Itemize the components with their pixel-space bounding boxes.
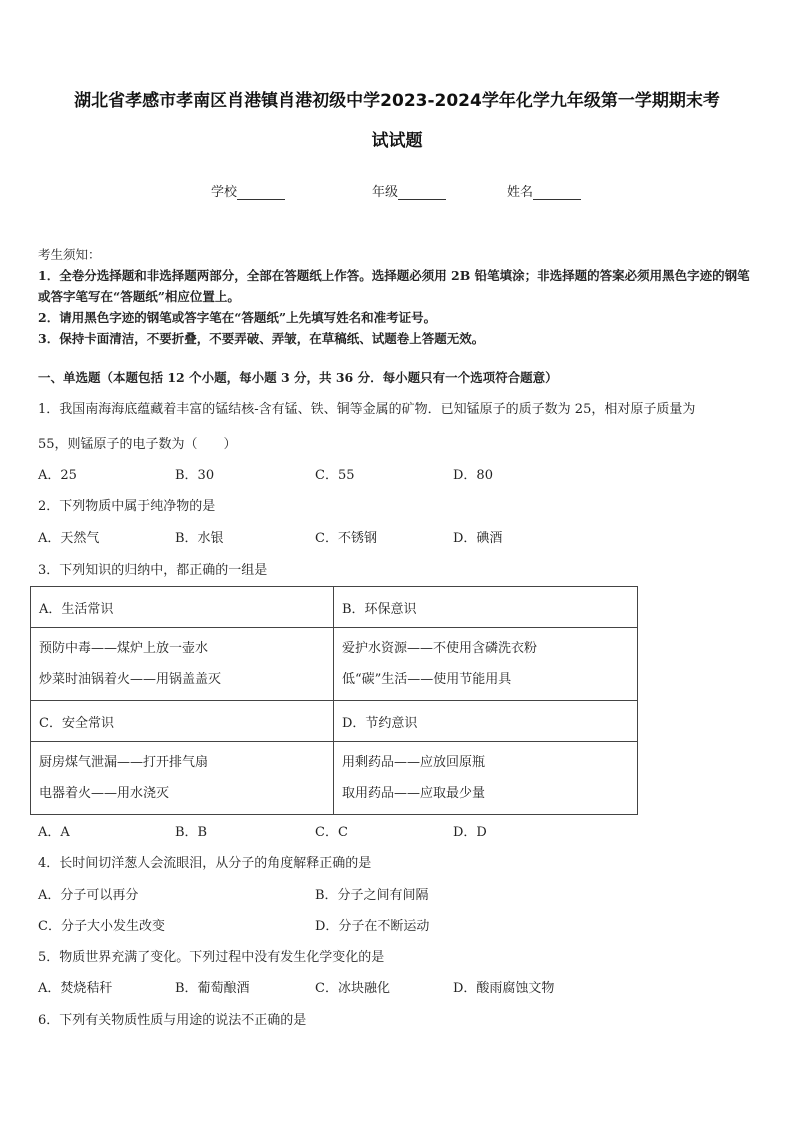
q1-option-d[interactable]: D．80: [453, 468, 493, 483]
notice-item-1: 1．全卷分选择题和非选择题两部分，全部在答题纸上作答。选择题必须用 2B 铅笔填涂；非选择题的答案必须用黑色字迹的钢笔或答字笔写在“答题纸”相应位置上。: [38, 268, 750, 304]
q6-stem: 6．下列有关物质性质与用途的说法不正确的是: [38, 1013, 307, 1028]
q3-stem: 3．下列知识的归纳中，都正确的一组是: [38, 563, 268, 578]
q1-option-a[interactable]: A．25: [38, 468, 77, 483]
q3-cell-a-heading: A．生活常识: [31, 587, 334, 628]
school-label: 学校: [211, 185, 238, 200]
q3-cell-d-content: [334, 742, 638, 815]
q5-option-c[interactable]: C．冰块融化: [315, 981, 390, 996]
exam-title-line2: 试试题: [371, 131, 423, 151]
grade-field[interactable]: [372, 181, 446, 200]
q4-option-d[interactable]: D．分子在不断运动: [315, 919, 430, 934]
section-heading: 一、单选题（本题包括 12 个小题，每小题 3 分，共 36 分．每小题只有一个选项符合题意）: [38, 370, 558, 385]
school-field[interactable]: [211, 181, 285, 200]
name-label: 姓名: [507, 185, 534, 200]
q5-option-b[interactable]: B．葡萄酿酒: [175, 981, 250, 996]
q4-option-a[interactable]: A．分子可以再分: [38, 888, 139, 903]
q2-option-a[interactable]: A．天然气: [38, 531, 100, 546]
q4-option-b[interactable]: B．分子之间有间隔: [315, 888, 429, 903]
grade-blank[interactable]: [398, 185, 446, 200]
q3-cell-b-content: [334, 628, 638, 701]
notice-heading: 考生须知：: [38, 247, 101, 262]
q3-cell-b-heading: B．环保意识: [334, 587, 638, 628]
q3-c-item-1: 厨房煤气泄漏——打开排气扇: [39, 755, 209, 770]
exam-title-line1: 湖北省孝感市孝南区肖港镇肖港初级中学2023-2024学年化学九年级第一学期期末考: [74, 91, 720, 111]
q3-b-item-1: 爱护水资源——不使用含磷洗衣粉: [342, 641, 538, 656]
q3-option-a[interactable]: A．A: [38, 825, 70, 840]
q3-table-row: [31, 742, 638, 815]
q1-option-b[interactable]: B．30: [175, 468, 215, 483]
q5-option-d[interactable]: D．酸雨腐蚀文物: [453, 981, 555, 996]
q3-d-item-2: 取用药品——应取最少量: [342, 786, 486, 801]
notice-item-2: 2．请用黑色字迹的钢笔或答字笔在“答题纸”上先填写姓名和准考证号。: [38, 310, 437, 325]
student-info-row: [0, 181, 794, 201]
q1-stem-line1: 1．我国南海海底蕴藏着丰富的锰结核-含有锰、铁、铜等金属的矿物．已知锰原子的质子数为 25，相对原子质量为: [38, 402, 696, 417]
q3-a-item-1: 预防中毒——煤炉上放一壶水: [39, 641, 209, 656]
q3-cell-a-content: [31, 628, 334, 701]
q3-table-row: [31, 701, 638, 742]
q1-stem-line2: 55，则锰原子的电子数为（ ）: [38, 437, 237, 452]
q1-option-c[interactable]: C．55: [315, 468, 355, 483]
name-blank[interactable]: [533, 185, 581, 200]
school-blank[interactable]: [237, 185, 285, 200]
q3-option-d[interactable]: D．D: [453, 825, 487, 840]
q2-option-c[interactable]: C．不锈钢: [315, 531, 377, 546]
q4-stem: 4．长时间切洋葱人会流眼泪，从分子的角度解释正确的是: [38, 856, 372, 871]
q3-table-row: [31, 628, 638, 701]
q3-a-item-2: 炒菜时油锅着火——用锅盖盖灭: [39, 672, 222, 687]
q2-option-d[interactable]: D．碘酒: [453, 531, 503, 546]
q3-cell-c-heading: C．安全常识: [31, 701, 334, 742]
q3-option-b[interactable]: B．B: [175, 825, 208, 840]
name-field[interactable]: [507, 181, 581, 200]
q4-option-c[interactable]: C．分子大小发生改变: [38, 919, 165, 934]
grade-label: 年级: [372, 185, 399, 200]
q3-c-item-2: 电器着火——用水浇灭: [39, 786, 170, 801]
q3-d-item-1: 用剩药品——应放回原瓶: [342, 755, 486, 770]
q5-stem: 5．物质世界充满了变化。下列过程中没有发生化学变化的是: [38, 950, 385, 965]
q2-option-b[interactable]: B．水银: [175, 531, 224, 546]
q3-table: [30, 586, 638, 815]
q3-b-item-2: 低“碳”生活——使用节能用具: [342, 672, 512, 687]
q5-option-a[interactable]: A．焚烧秸秆: [38, 981, 113, 996]
q3-table-row: [31, 587, 638, 628]
q2-stem: 2．下列物质中属于纯净物的是: [38, 499, 216, 514]
notice-item-3: 3．保持卡面清洁，不要折叠，不要弄破、弄皱，在草稿纸、试题卷上答题无效。: [38, 331, 485, 346]
q3-cell-c-content: [31, 742, 334, 815]
q3-option-c[interactable]: C．C: [315, 825, 348, 840]
q3-cell-d-heading: D．节约意识: [334, 701, 638, 742]
